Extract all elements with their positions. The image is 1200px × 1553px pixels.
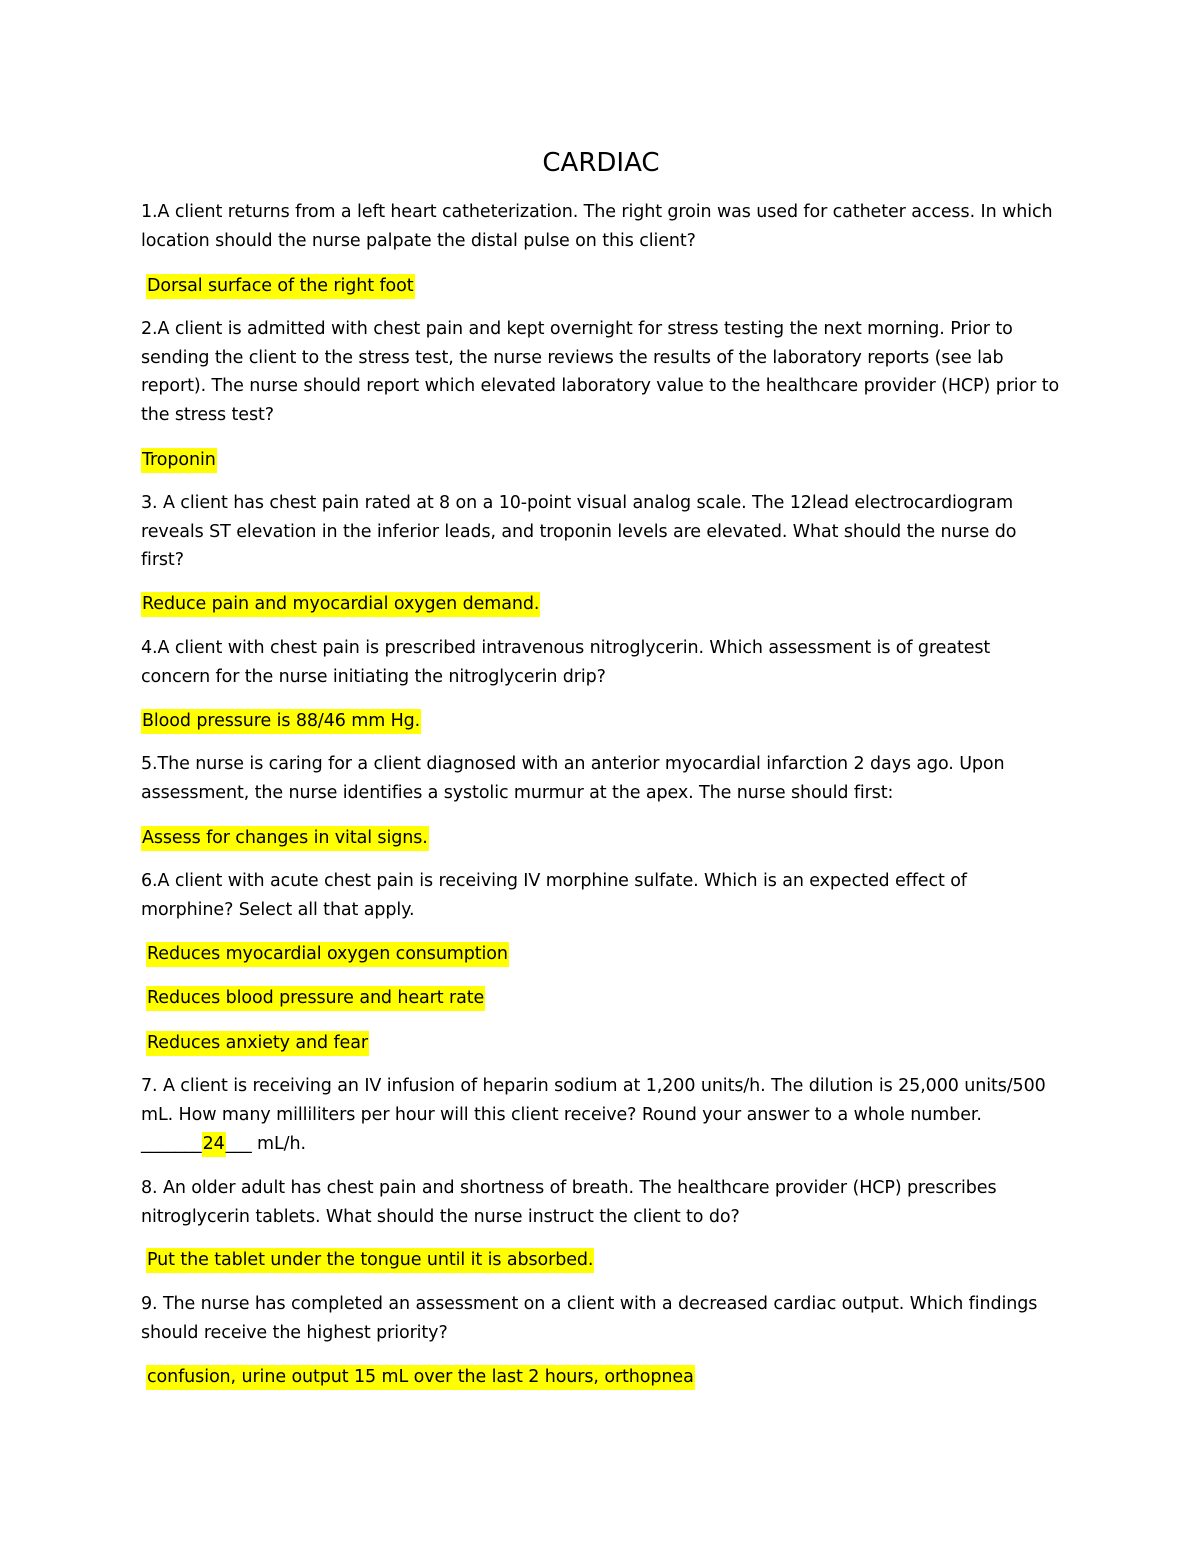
answer-7-text: 24 (202, 1132, 226, 1157)
question-3: 3. A client has chest pain rated at 8 on a 10-point visual analog scale. The 12lead electrocardiogram reveals ST elevation in the inferior leads, and troponin levels are elevated. What should the nurse do first? (141, 493, 1017, 570)
blank-after: ___ mL/h. (225, 1134, 306, 1154)
answer-4-text: Blood pressure is 88/46 mm Hg. (141, 709, 421, 734)
answer-6b (141, 984, 485, 1012)
answer-6c-text: Reduces anxiety and fear (146, 1031, 369, 1056)
answer-6a-text: Reduces myocardial oxygen consumption (146, 942, 509, 967)
question-7: 7. A client is receiving an IV infusion of heparin sodium at 1,200 units/h. The dilution is 25,000 units/500 mL. How many milliliters per hour will this client receive? Round your answer to a whole number. (141, 1076, 1046, 1125)
answer-4 (141, 707, 421, 735)
answer-8 (141, 1246, 594, 1274)
question-6: 6.A client with acute chest pain is receiving IV morphine sulfate. Which is an expected effect of morphine? Select all that apply. (141, 871, 967, 920)
answer-2 (141, 446, 217, 474)
answer-9-text: confusion, urine output 15 mL over the last 2 hours, orthopnea (146, 1365, 695, 1390)
question-8: 8. An older adult has chest pain and shortness of breath. The healthcare provider (HCP) prescribes nitroglycerin tablets. What should the nurse instruct the client to do? (141, 1178, 997, 1227)
answer-1 (141, 272, 415, 300)
question-5: 5.The nurse is caring for a client diagnosed with an anterior myocardial infarction 2 days ago. Upon assessment, the nurse identifies a systolic murmur at the apex. The nurse should first: (141, 754, 1005, 803)
answer-9 (141, 1363, 695, 1391)
answer-6c (141, 1029, 369, 1057)
answer-3-text: Reduce pain and myocardial oxygen demand. (141, 592, 540, 617)
answer-6b-text: Reduces blood pressure and heart rate (146, 986, 485, 1011)
answer-8-text: Put the tablet under the tongue until it is absorbed. (146, 1248, 594, 1273)
answer-5-text: Assess for changes in vital signs. (141, 826, 429, 851)
answer-7 (141, 1130, 306, 1158)
question-9: 9. The nurse has completed an assessment on a client with a decreased cardiac output. Which findings should receive the highest priority? (141, 1294, 1038, 1343)
answer-2-text: Troponin (141, 448, 217, 473)
answer-5 (141, 824, 429, 852)
blank-before: _______ (141, 1134, 202, 1154)
answer-3 (141, 590, 540, 618)
answer-1-text: Dorsal surface of the right foot (146, 274, 415, 299)
document-title: CARDIAC (542, 148, 660, 178)
question-4: 4.A client with chest pain is prescribed intravenous nitroglycerin. Which assessment is of greatest concern for the nurse initiating the nitroglycerin drip? (141, 638, 991, 687)
question-1: 1.A client returns from a left heart catheterization. The right groin was used for catheter access. In which location should the nurse palpate the distal pulse on this client? (141, 202, 1053, 251)
answer-6a (141, 940, 509, 968)
question-2: 2.A client is admitted with chest pain and kept overnight for stress testing the next morning. Prior to sending the client to the stress test, the nurse reviews the results of the laboratory reports (see lab report). The nurse should report which elevated laboratory value to the healthcare provider (HCP) prior to the stress test? (141, 319, 1060, 425)
